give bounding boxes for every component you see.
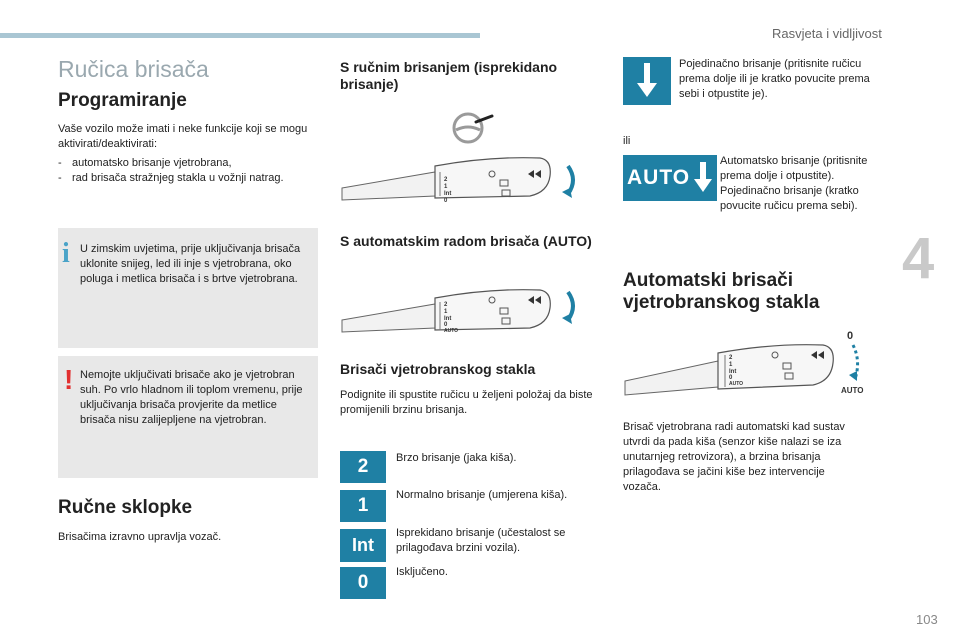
lever-label-int: Int — [444, 191, 452, 197]
windscreen-wipers-heading: Brisači vjetrobranskog stakla — [340, 361, 536, 377]
manual-switches-heading: Ručne sklopke — [58, 497, 193, 518]
programming-list — [58, 156, 320, 186]
single-wipe-text: Pojedinačno brisanje (pritisnite ručicu prema dolje ili je kratko povucite prema sebi i otpustite je). — [679, 58, 870, 100]
lever-label-0: 0 — [729, 375, 733, 381]
manual-wipe-heading: S ručnim brisanjem (isprekidano brisanje) — [340, 59, 558, 92]
lever-label-auto: AUTO — [729, 381, 744, 387]
auto-badge — [623, 155, 717, 201]
lever-label-2: 2 — [729, 355, 733, 361]
windscreen-wipers-text: Podignite ili spustite ručicu u željeni položaj da biste promijenili brzinu brisanja. — [340, 389, 593, 416]
arrow-down-icon — [636, 63, 658, 99]
page-title: Ručica brisača — [58, 56, 209, 82]
auto-wipe-heading: S automatskim radom brisača (AUTO) — [340, 233, 592, 249]
steering-wheel-icon — [448, 110, 494, 146]
lever-label-0: 0 — [444, 198, 448, 204]
lever-label-1: 1 — [729, 362, 733, 368]
auto-badge-label: AUTO — [627, 166, 691, 189]
programming-intro: Vaše vozilo može imati i neke funkcije koji se mogu aktivirati/deaktivirati: — [58, 123, 308, 150]
wiper-lever-manual-diagram — [340, 152, 585, 204]
auto-wipe-text — [720, 154, 885, 214]
lever-label-2: 2 — [444, 177, 448, 183]
lever-label-auto: AUTO — [444, 328, 459, 334]
info-note-text: U zimskim uvjetima, prije uključivanja brisača uklonite snijeg, led ili inje s vjetrobrana, oko poluga i metlica brisača i s brtve vjetrobrana. — [80, 243, 301, 285]
lever-label-int: Int — [729, 369, 737, 375]
position-badge-1: 1 — [340, 490, 386, 522]
position-badge-int: Int — [340, 529, 386, 562]
wiper-lever-auto-diagram — [340, 284, 585, 336]
position-text-2: Brzo brisanje (jaka kiša). — [396, 452, 517, 464]
lever-label-1: 1 — [444, 309, 448, 315]
warning-icon: ! — [64, 364, 74, 395]
diagram-label-auto: AUTO — [841, 386, 864, 395]
arrow-down-icon — [694, 162, 712, 194]
programming-heading: Programiranje — [58, 90, 187, 111]
lever-label-int: Int — [444, 316, 452, 322]
auto-wipers-heading: Automatski brisači vjetrobranskog stakla — [623, 270, 820, 313]
position-badge-0: 0 — [340, 567, 386, 599]
diagram-label-zero: 0 — [847, 330, 854, 342]
info-note — [58, 228, 318, 348]
info-icon: i — [62, 238, 70, 269]
or-text: ili — [623, 135, 631, 147]
page-number: 103 — [916, 612, 938, 627]
auto-wipe-text-line-2: Pojedinačno brisanje (kratko povucite ručicu prema sebi). — [720, 185, 859, 212]
list-item: - automatsko brisanje vjetrobrana, — [58, 156, 320, 171]
auto-wipe-text-line-1: Automatsko brisanje (pritisnite prema dolje i otpustite). — [720, 155, 868, 182]
position-text-int: Isprekidano brisanje (učestalost se prilagođava brzini vozila). — [396, 527, 566, 554]
position-text-0: Isključeno. — [396, 566, 448, 578]
position-text-1: Normalno brisanje (umjerena kiša). — [396, 489, 568, 501]
manual-switches-text: Brisačima izravno upravlja vozač. — [58, 531, 222, 543]
list-item: - rad brisača stražnjeg stakla u vožnji natrag. — [58, 171, 320, 186]
lever-label-2: 2 — [444, 302, 448, 308]
lever-label-1: 1 — [444, 184, 448, 190]
auto-wiper-lever-diagram — [623, 325, 873, 400]
chapter-number: 4 — [902, 226, 935, 291]
auto-wipers-text: Brisač vjetrobrana radi automatski kad sustav utvrdi da pada kiša (senzor kiše nalazi se iza unutarnjeg retrovizora), a brzina brisanja prilagođava se jačini kiše bez intervencije vozača. — [623, 421, 845, 493]
warning-note-text: Nemojte uključivati brisače ako je vjetrobran suh. Po vrlo hladnom ili toplom vremenu, prije uključivanja brisača provjerite da metlice brisača nisu zalijepljene na vjetrobran. — [80, 369, 303, 426]
lever-label-0: 0 — [444, 322, 448, 328]
warning-note — [58, 356, 318, 478]
single-wipe-badge — [623, 57, 671, 105]
header-bar — [0, 33, 480, 38]
position-badge-2: 2 — [340, 451, 386, 483]
section-label: Rasvjeta i vidljivost — [772, 26, 882, 41]
